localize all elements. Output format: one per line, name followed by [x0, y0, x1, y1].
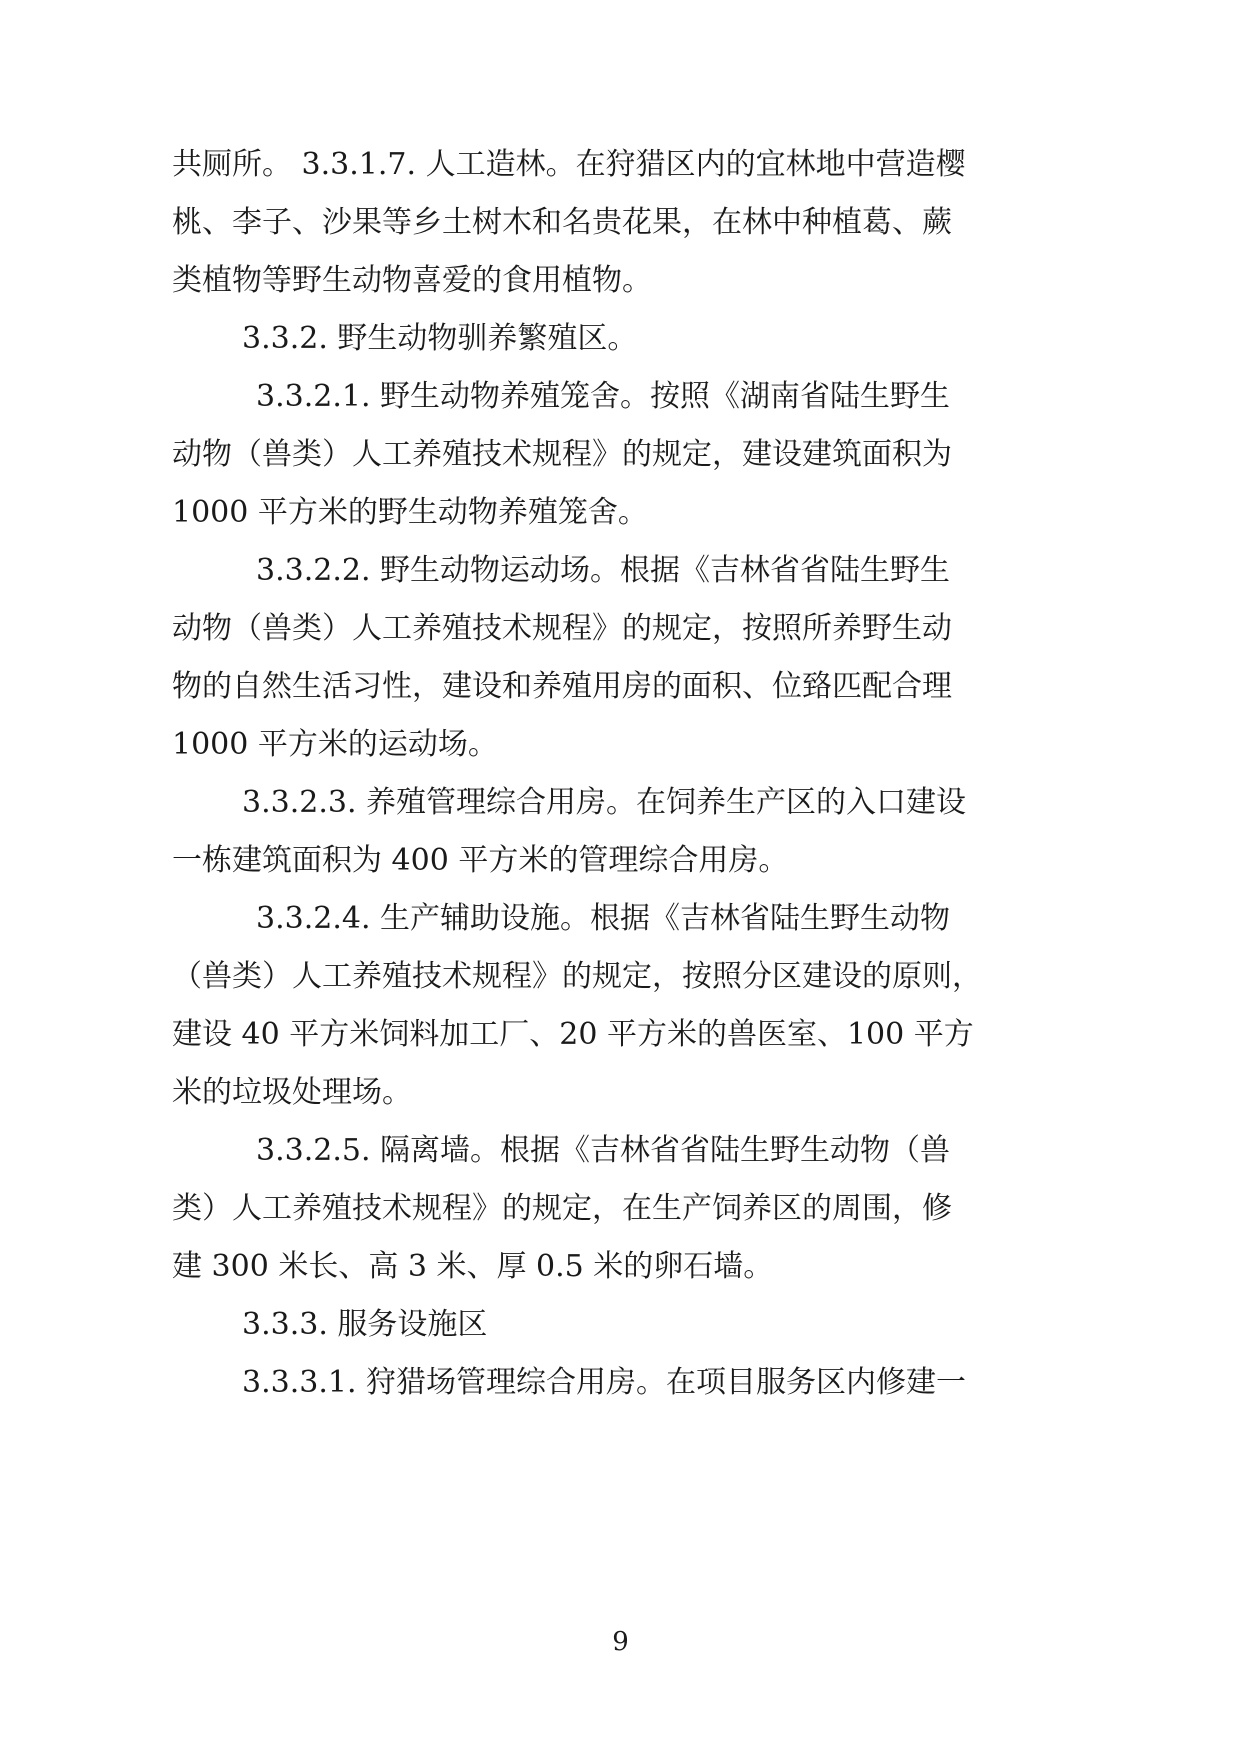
text-line: 米的垃圾处理场。 [172, 1075, 412, 1110]
page-number: 9 [612, 1627, 629, 1657]
text-line: 共厕所。 3.3.1.7. 人工造林。在狩猎区内的宜林地中营造樱 [172, 147, 966, 182]
text-line: 一栋建筑面积为 400 平方米的管理综合用房。 [172, 843, 789, 878]
text-line: 3.3.2.2. 野生动物运动场。根据《吉林省省陆生野生 [256, 553, 951, 588]
text-line: 3.3.2.4. 生产辅助设施。根据《吉林省陆生野生动物 [256, 901, 951, 936]
text-line: 类）人工养殖技术规程》的规定，在生产饲养区的周围，修 [172, 1191, 952, 1226]
text-line: 1000 平方米的野生动物养殖笼舍。 [172, 495, 648, 530]
text-line: 物的自然生活习性，建设和养殖用房的面积、位臵匹配合理 [172, 669, 952, 704]
text-line: 3.3.3.1. 狩猎场管理综合用房。在项目服务区内修建一 [242, 1365, 967, 1400]
text-line: 桃、李子、沙果等乡土树木和名贵花果，在林中种植葛、蕨 [172, 205, 952, 240]
text-line: 动物（兽类）人工养殖技术规程》的规定，建设建筑面积为 [172, 437, 952, 472]
text-line: 3.3.2.1. 野生动物养殖笼舍。按照《湖南省陆生野生 [256, 379, 951, 414]
text-line: （兽类）人工养殖技术规程》的规定，按照分区建设的原则， [172, 959, 982, 994]
text-line: 3.3.2.5. 隔离墙。根据《吉林省省陆生野生动物（兽 [256, 1133, 951, 1168]
text-line: 类植物等野生动物喜爱的食用植物。 [172, 263, 652, 298]
text-line: 建 300 米长、高 3 米、厚 0.5 米的卵石墙。 [172, 1249, 774, 1284]
text-line: 动物（兽类）人工养殖技术规程》的规定，按照所养野生动 [172, 611, 952, 646]
text-line: 建设 40 平方米饲料加工厂、20 平方米的兽医室、100 平方 [172, 1017, 974, 1052]
text-line: 3.3.2.3. 养殖管理综合用房。在饲养生产区的入口建设 [242, 785, 967, 820]
section-heading: 3.3.2. 野生动物驯养繁殖区。 [242, 321, 638, 356]
section-heading: 3.3.3. 服务设施区 [242, 1307, 488, 1342]
text-line: 1000 平方米的运动场。 [172, 727, 498, 762]
